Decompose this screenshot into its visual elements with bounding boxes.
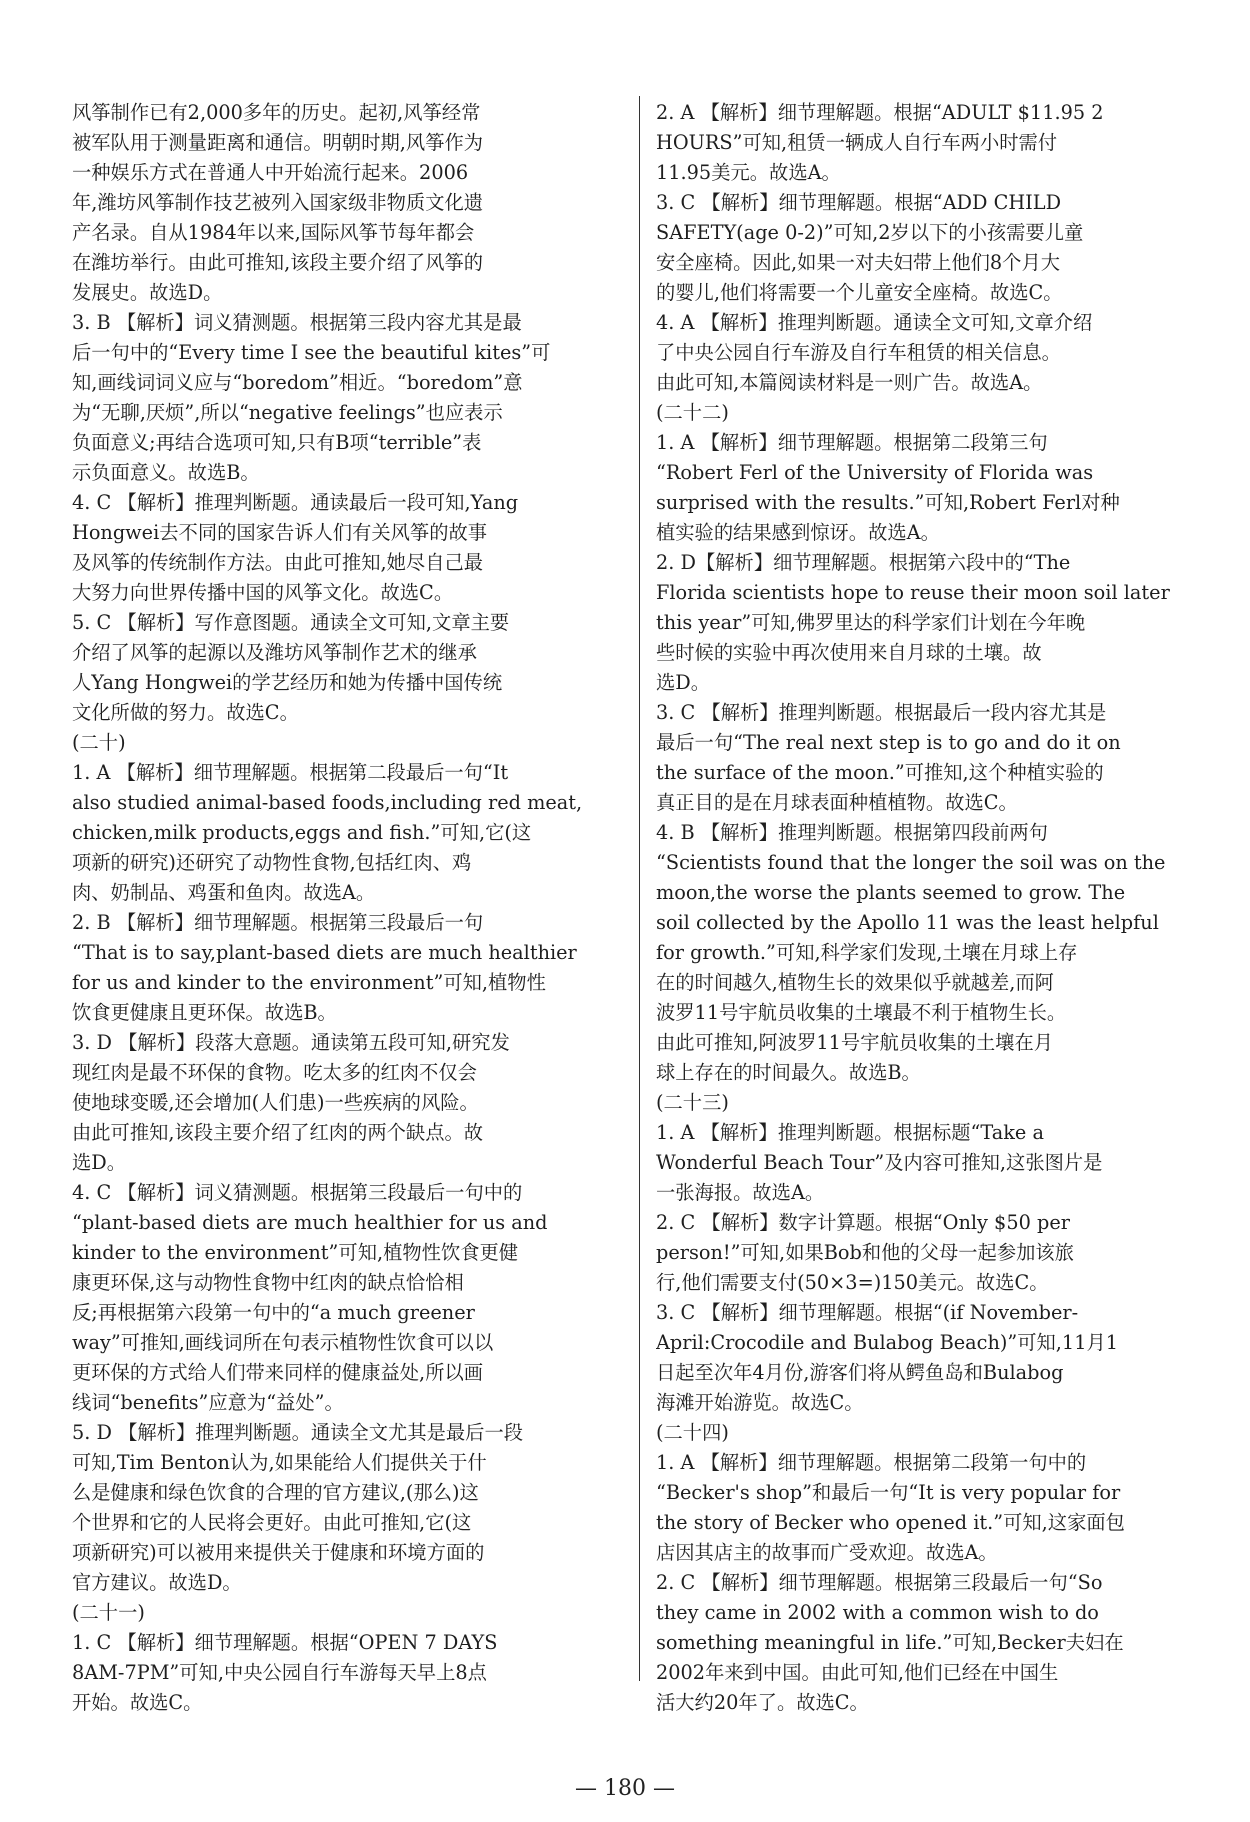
text-line: 球上存在的时间最久。故选B。	[656, 1061, 921, 1084]
text-line: 波罗11号宇航员收集的土壤最不利于植物生长。	[656, 1001, 1067, 1024]
text-line: moon,the worse the plants seemed to grow. The	[656, 881, 1126, 904]
text-line: (二十二)	[656, 401, 729, 424]
text-line: 活大约20年了。故选C。	[656, 1691, 869, 1714]
text-line: 么是健康和绿色饮食的合理的官方建议,(那么)这	[72, 1481, 479, 1504]
text-line: 4. B 【解析】推理判断题。根据第四段前两句	[656, 821, 1048, 844]
left-column	[72, 98, 632, 1718]
text-line: 发展史。故选D。	[72, 281, 223, 304]
text-line: also studied animal-based foods,including red meat,	[72, 791, 583, 814]
text-line: surprised with the results.”可知,Robert Ferl对种	[656, 491, 1120, 514]
text-line: 些时候的实验中再次使用来自月球的土壤。故	[656, 641, 1042, 664]
text-line: 1. A 【解析】细节理解题。根据第二段第一句中的	[656, 1451, 1087, 1474]
text-line: 一张海报。故选A。	[656, 1181, 825, 1204]
text-line: 1. A 【解析】推理判断题。根据标题“Take a	[656, 1121, 1044, 1144]
text-line: 4. A 【解析】推理判断题。通读全文可知,文章介绍	[656, 311, 1093, 334]
text-line: SAFETY(age 0-2)”可知,2岁以下的小孩需要儿童	[656, 221, 1084, 244]
text-line: Hongwei去不同的国家告诉人们有关风筝的故事	[72, 521, 488, 544]
text-line: 项新的研究)还研究了动物性食物,包括红肉、鸡	[72, 851, 472, 874]
text-line: 饮食更健康且更环保。故选B。	[72, 1001, 337, 1024]
text-line: 2. C 【解析】细节理解题。根据第三段最后一句“So	[656, 1571, 1103, 1594]
text-line: “That is to say,plant-based diets are much healthier	[72, 941, 577, 964]
text-line: 海滩开始游览。故选C。	[656, 1391, 864, 1414]
text-line: 4. C 【解析】推理判断题。通读最后一段可知,Yang	[72, 491, 519, 514]
text-line: 3. C 【解析】推理判断题。根据最后一段内容尤其是	[656, 701, 1107, 724]
text-line: 3. C 【解析】细节理解题。根据“ADD CHILD	[656, 191, 1062, 214]
text-line: Florida scientists hope to reuse their moon soil later	[656, 581, 1170, 604]
text-line: 介绍了风筝的起源以及潍坊风筝制作艺术的继承	[72, 641, 477, 664]
text-line: 3. C 【解析】细节理解题。根据“(if November-	[656, 1301, 1079, 1324]
text-line: 文化所做的努力。故选C。	[72, 701, 299, 724]
text-line: 11.95美元。故选A。	[656, 161, 841, 184]
text-line: (二十三)	[656, 1091, 729, 1114]
text-line: 5. D 【解析】推理判断题。通读全文尤其是最后一段	[72, 1421, 524, 1444]
text-line: 肉、奶制品、鸡蛋和鱼肉。故选A。	[72, 881, 376, 904]
text-line: 康更环保,这与动物性食物中红肉的缺点恰恰相	[72, 1271, 464, 1294]
text-line: 为“无聊,厌烦”,所以“negative feelings”也应表示	[72, 401, 503, 424]
text-line: 5. C 【解析】写作意图题。通读全文可知,文章主要	[72, 611, 510, 634]
text-line: something meaningful in life.”可知,Becker夫妇在	[656, 1631, 1124, 1654]
text-line: 8AM-7PM”可知,中央公园自行车游每天早上8点	[72, 1661, 487, 1684]
text-line: “Robert Ferl of the University of Florida was	[656, 461, 1094, 484]
text-line: 最后一句“The real next step is to go and do it on	[656, 731, 1121, 754]
text-line: for growth.”可知,科学家们发现,土壤在月球上存	[656, 941, 1078, 964]
text-line: 真正目的是在月球表面种植植物。故选C。	[656, 791, 1018, 814]
text-line: 大努力向世界传播中国的风筝文化。故选C。	[72, 581, 454, 604]
text-line: 官方建议。故选D。	[72, 1571, 242, 1594]
text-line: “Becker's shop”和最后一句“It is very popular for	[656, 1481, 1121, 1504]
text-line: 负面意义;再结合选项可知,只有B项“terrible”表	[72, 431, 482, 454]
text-line: 1. A 【解析】细节理解题。根据第二段最后一句“It	[72, 761, 509, 784]
text-line: 2. A 【解析】细节理解题。根据“ADULT $11.95 2	[656, 101, 1104, 124]
text-line: (二十四)	[656, 1421, 729, 1444]
text-line: 一种娱乐方式在普通人中开始流行起来。2006	[72, 161, 469, 184]
text-line: 更环保的方式给人们带来同样的健康益处,所以画	[72, 1361, 484, 1384]
text-line: 1. A 【解析】细节理解题。根据第二段第三句	[656, 431, 1048, 454]
text-line: 可知,Tim Benton认为,如果能给人们提供关于什	[72, 1451, 487, 1474]
text-line: Wonderful Beach Tour”及内容可推知,这张图片是	[656, 1151, 1103, 1174]
text-line: 由此可推知,阿波罗11号宇航员收集的土壤在月	[656, 1031, 1054, 1054]
text-line: 3. B 【解析】词义猜测题。根据第三段内容尤其是最	[72, 311, 522, 334]
text-line: 后一句中的“Every time I see the beautiful kites”可	[72, 341, 551, 364]
text-line: (二十)	[72, 731, 126, 754]
text-line: 个世界和它的人民将会更好。由此可推知,它(这	[72, 1511, 472, 1534]
text-line: 的婴儿,他们将需要一个儿童安全座椅。故选C。	[656, 281, 1063, 304]
text-line: 2. B 【解析】细节理解题。根据第三段最后一句	[72, 911, 484, 934]
text-line: 安全座椅。因此,如果一对夫妇带上他们8个月大	[656, 251, 1061, 274]
text-line: 风筝制作已有2,000多年的历史。起初,风筝经常	[72, 101, 481, 124]
text-line: 1. C 【解析】细节理解题。根据“OPEN 7 DAYS	[72, 1631, 498, 1654]
text-line: 年,潍坊风筝制作技艺被列入国家级非物质文化遗	[72, 191, 484, 214]
text-line: 项新研究)可以被用来提供关于健康和环境方面的	[72, 1541, 485, 1564]
text-line: the surface of the moon.”可推知,这个种植实验的	[656, 761, 1104, 784]
text-line: 由此可推知,该段主要介绍了红肉的两个缺点。故	[72, 1121, 484, 1144]
text-line: 选D。	[656, 671, 711, 694]
text-line: the story of Becker who opened it.”可知,这家面包	[656, 1511, 1125, 1534]
text-line: 知,画线词词义应与“boredom”相近。“boredom”意	[72, 371, 523, 394]
text-line: 4. C 【解析】词义猜测题。根据第三段最后一句中的	[72, 1181, 523, 1204]
text-line: 被军队用于测量距离和通信。明朝时期,风筝作为	[72, 131, 484, 154]
text-line: kinder to the environment”可知,植物性饮食更健	[72, 1241, 519, 1264]
text-line: way”可推知,画线词所在句表示植物性饮食可以以	[72, 1331, 494, 1354]
text-line: 产名录。自从1984年以来,国际风筝节每年都会	[72, 221, 475, 244]
text-line: 线词“benefits”应意为“益处”。	[72, 1391, 344, 1414]
text-line: 反;再根据第六段第一句中的“a much greener	[72, 1301, 475, 1324]
text-line: 及风筝的传统制作方法。由此可推知,她尽自己最	[72, 551, 484, 574]
text-line: 2. C 【解析】数字计算题。根据“Only $50 per	[656, 1211, 1070, 1234]
page-number: — 180 —	[575, 1776, 675, 1801]
text-line: person!”可知,如果Bob和他的父母一起参加该旅	[656, 1241, 1074, 1264]
text-line: 行,他们需要支付(50×3=)150美元。故选C。	[656, 1271, 1049, 1294]
text-line: 2002年来到中国。由此可知,他们已经在中国生	[656, 1661, 1059, 1684]
text-line: 植实验的结果感到惊讶。故选A。	[656, 521, 940, 544]
text-line: this year”可知,佛罗里达的科学家们计划在今年晚	[656, 611, 1086, 634]
text-line: 示负面意义。故选B。	[72, 461, 260, 484]
column-divider	[639, 96, 640, 1681]
text-line: HOURS”可知,租赁一辆成人自行车两小时需付	[656, 131, 1058, 154]
right-column	[656, 98, 1216, 1718]
text-line: 现红肉是最不环保的食物。吃太多的红肉不仅会	[72, 1061, 477, 1084]
text-line: 选D。	[72, 1151, 127, 1174]
text-line: (二十一)	[72, 1601, 145, 1624]
text-line: 在的时间越久,植物生长的效果似乎就越差,而阿	[656, 971, 1054, 994]
text-line: 日起至次年4月份,游客们将从鳄鱼岛和Bulabog	[656, 1361, 1064, 1384]
text-line: 3. D 【解析】段落大意题。通读第五段可知,研究发	[72, 1031, 510, 1054]
text-line: 店因其店主的故事而广受欢迎。故选A。	[656, 1541, 998, 1564]
text-line: soil collected by the Apollo 11 was the least helpful	[656, 911, 1159, 934]
text-line: April:Crocodile and Bulabog Beach)”可知,11月1	[656, 1331, 1119, 1354]
text-line: they came in 2002 with a common wish to do	[656, 1601, 1099, 1624]
text-line: for us and kinder to the environment”可知,植物性	[72, 971, 546, 994]
text-line: 使地球变暖,还会增加(人们患)一些疾病的风险。	[72, 1091, 479, 1114]
text-line: 了中央公园自行车游及自行车租赁的相关信息。	[656, 341, 1061, 364]
text-line: “Scientists found that the longer the soil was on the	[656, 851, 1166, 874]
text-line: 开始。故选C。	[72, 1691, 203, 1714]
text-line: “plant-based diets are much healthier for us and	[72, 1211, 548, 1234]
text-line: 在潍坊举行。由此可推知,该段主要介绍了风筝的	[72, 251, 484, 274]
text-line: chicken,milk products,eggs and fish.”可知,它(这	[72, 821, 532, 844]
text-line: 由此可知,本篇阅读材料是一则广告。故选A。	[656, 371, 1043, 394]
text-line: 人Yang Hongwei的学艺经历和她为传播中国传统	[72, 671, 503, 694]
text-line: 2. D【解析】细节理解题。根据第六段中的“The	[656, 551, 1071, 574]
